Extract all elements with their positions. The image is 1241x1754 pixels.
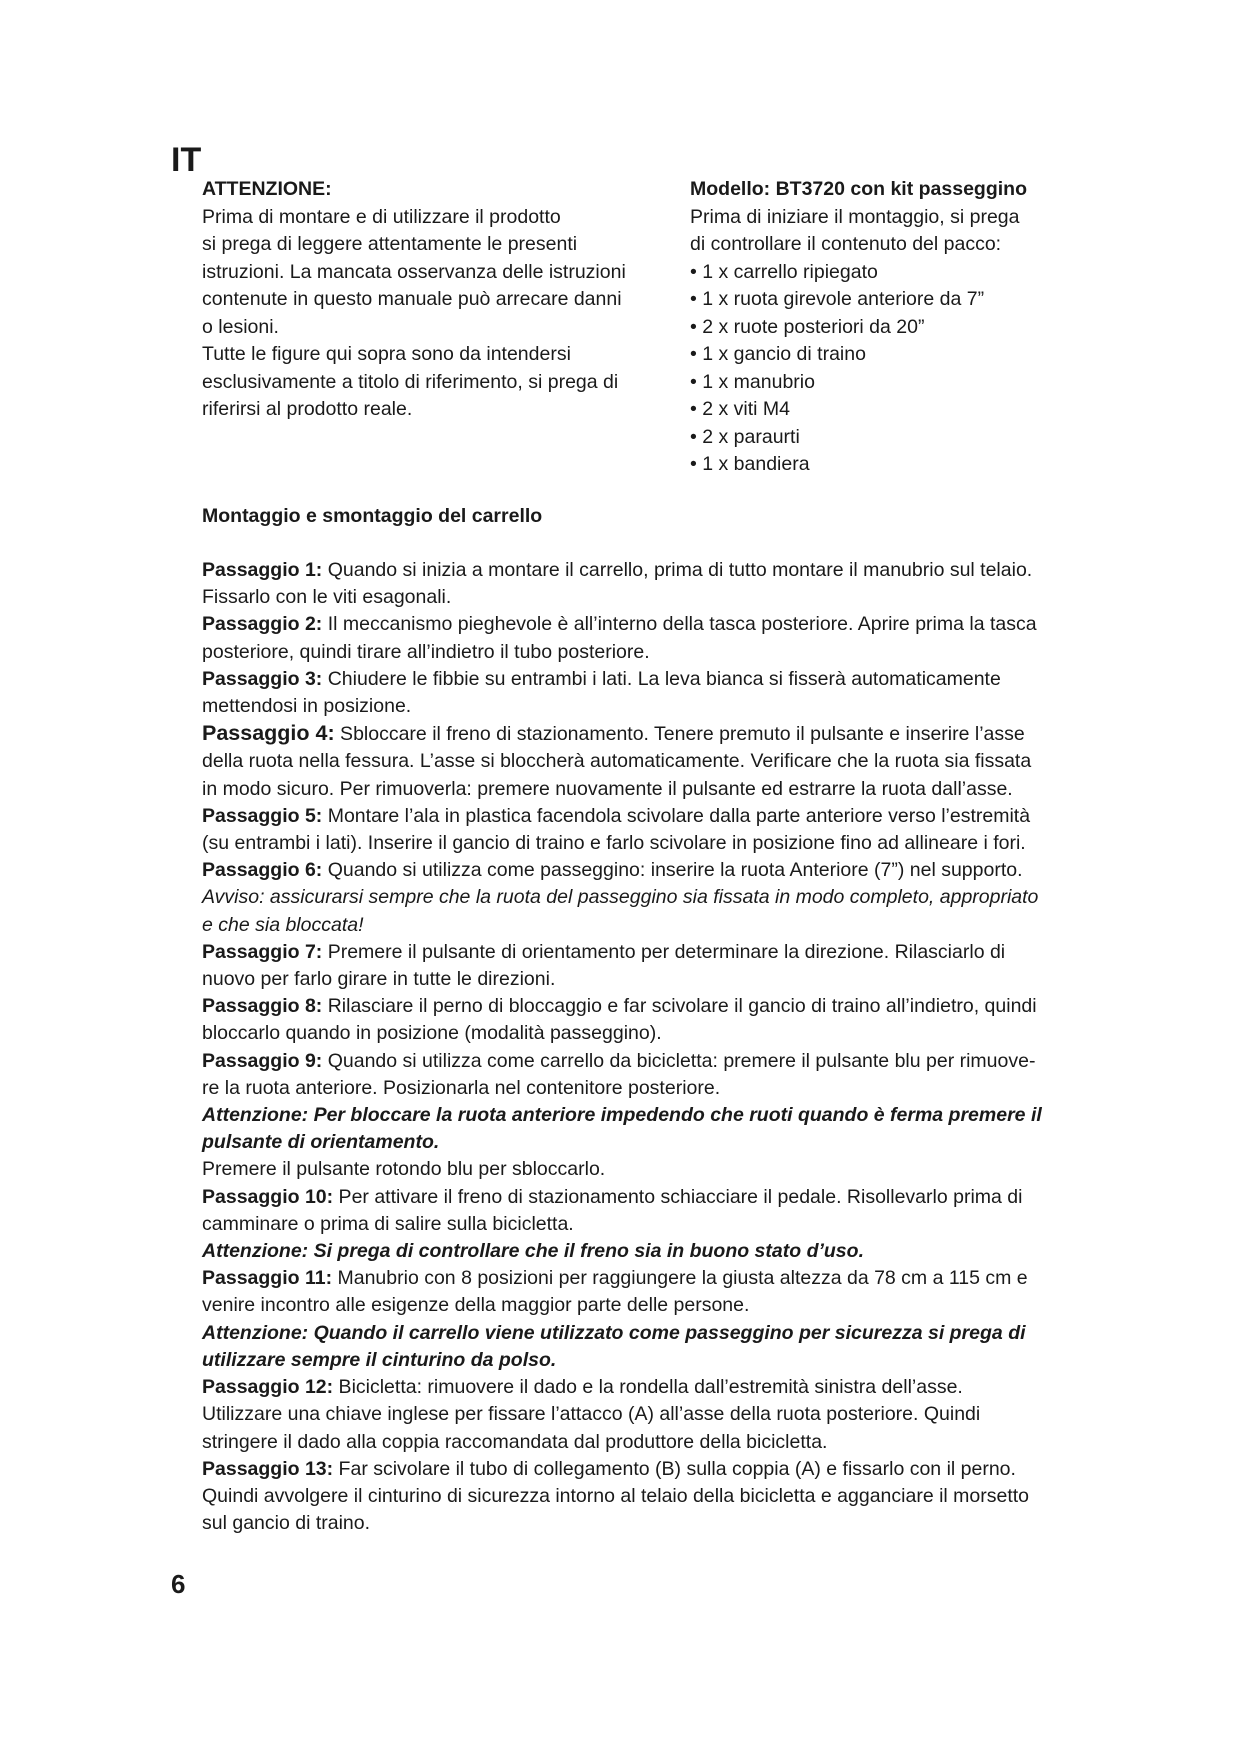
contents-item: • 2 x paraurti <box>690 424 1070 452</box>
contents-item: • 1 x gancio di traino <box>690 341 1070 369</box>
language-code: IT <box>171 141 202 179</box>
step-label: Passaggio 5: <box>202 804 323 827</box>
attention-line: riferirsi al prodotto reale. <box>202 398 413 420</box>
step-label: Passaggio 13: <box>202 1457 334 1480</box>
attention-line: si prega di leggere attentamente le presenti <box>202 233 578 255</box>
attention-line: Prima di montare e di utilizzare il prodotto <box>202 205 561 228</box>
page-number: 6 <box>171 1569 186 1599</box>
step-text: Rilasciare il perno di bloccaggio e far scivolare il gancio di traino all’indietro, quindi bloccarlo quando in posizione (modalità passeggino). <box>202 995 1037 1045</box>
contents-list <box>690 259 1070 479</box>
contents-item: • 1 x carrello ripiegato <box>690 259 1070 287</box>
step-8 <box>202 993 1044 1047</box>
step-text: Quando si utilizza come carrello da bicicletta: premere il pulsante blu per rimuove-re la ruota anteriore. Posizionarla nel contenitore posteriore. <box>202 1049 1036 1099</box>
attention-line: esclusivamente a titolo di riferimento, si prega di <box>202 370 619 393</box>
contents-item: • 1 x manubrio <box>690 369 1070 397</box>
contents-item: • 2 x ruote posteriori da 20” <box>690 314 1070 342</box>
step-label: Passaggio 1: <box>202 559 323 581</box>
step-label: Passaggio 8: <box>202 995 323 1018</box>
step-11-warning: Attenzione: Quando il carrello viene utilizzato come passeggino per sicurezza si prega di utilizzare sempre il cinturino da polso. <box>202 1321 1026 1371</box>
step-5 <box>202 803 1044 857</box>
contents-item: • 2 x viti M4 <box>690 396 1070 424</box>
step-12 <box>202 1374 1044 1456</box>
model-intro-line: Prima di iniziare il montaggio, si prega <box>690 205 1020 228</box>
step-9 <box>202 1048 1044 1102</box>
contents-item: • 1 x bandiera <box>690 451 1070 479</box>
step-text: Montare l’ala in plastica facendola scivolare dalla parte anteriore verso l’estremità (su entrambi i lati). Inserire il gancio di traino e farlo scivolare in posizione fino ad allineare i fori. <box>202 804 1031 855</box>
step-3 <box>202 666 1044 720</box>
step-text: Sbloccare il freno di stazionamento. Tenere premuto il pulsante e inserire l’asse della ruota nella fessura. L’asse si bloccherà automaticamente. Verificare che la ruota sia fissata in modo sicuro. Per rimuoverla: premere nuovamente il pulsante ed estrarre la ruota dall’asse. <box>202 723 1032 800</box>
step-9-warning: Attenzione: Per bloccare la ruota anteriore impedendo che ruoti quando è ferma premere il pulsante di orientamento. <box>202 1104 1042 1154</box>
step-4 <box>202 720 1044 803</box>
step-10 <box>202 1184 1044 1238</box>
step-text: Far scivolare il tubo di collegamento (B) sulla coppia (A) e fissarlo con il perno. Quindi avvolgere il cinturino di sicurezza intorno al telaio della bicicletta e agganciare il morsetto sul gancio di traino. <box>202 1457 1030 1535</box>
section-title: Montaggio e smontaggio del carrello <box>202 505 543 527</box>
step-1 <box>202 557 1044 611</box>
step-label: Passaggio 10: <box>202 1185 334 1208</box>
step-text: Chiudere le fibbie su entrambi i lati. La leva bianca si fisserà automaticamente mettendosi in posizione. <box>202 667 1001 718</box>
step-13 <box>202 1456 1044 1538</box>
model-intro-line: di controllare il contenuto del pacco: <box>690 233 1002 255</box>
step-6 <box>202 857 1044 884</box>
step-label: Passaggio 7: <box>202 940 323 963</box>
step-2 <box>202 611 1044 665</box>
model-heading: Modello: BT3720 con kit passeggino <box>690 178 1027 200</box>
step-text: Per attivare il freno di stazionamento schiacciare il pedale. Risollevarlo prima di camminare o prima di salire sulla bicicletta. <box>202 1185 1023 1235</box>
attention-line: contenute in questo manuale può arrecare danni <box>202 288 622 310</box>
step-text: Il meccanismo pieghevole è all’interno della tasca posteriore. Aprire prima la tasca posteriore, quindi tirare all’indietro il tubo posteriore. <box>202 613 1037 663</box>
step-text: Premere il pulsante di orientamento per determinare la direzione. Rilasciarlo di nuovo per farlo girare in tutte le direzioni. <box>202 940 1006 991</box>
step-6-notice: Avviso: assicurarsi sempre che la ruota del passeggino sia fissata in modo completo, appropriato e che sia bloccata! <box>202 886 1039 936</box>
contents-item: • 1 x ruota girevole anteriore da 7” <box>690 286 1070 314</box>
step-label: Passaggio 12: <box>202 1376 334 1399</box>
attention-line: o lesioni. <box>202 315 279 338</box>
step-text: Manubrio con 8 posizioni per raggiungere la giusta altezza da 78 cm a 115 cm e venire incontro alle esigenze della maggior parte delle persone. <box>202 1267 1028 1317</box>
step-9-unlock-note: Premere il pulsante rotondo blu per sbloccarlo. <box>202 1158 606 1181</box>
step-text: Quando si utilizza come passeggino: inserire la ruota Anteriore (7”) nel supporto. <box>322 859 1023 882</box>
step-7 <box>202 939 1044 993</box>
step-10-warning: Attenzione: Si prega di controllare che il freno sia in buono stato d’uso. <box>202 1240 864 1263</box>
assembly-steps <box>202 557 1044 1537</box>
step-11 <box>202 1265 1044 1319</box>
attention-heading: ATTENZIONE: <box>202 178 332 200</box>
step-text: Quando si inizia a montare il carrello, prima di tutto montare il manubrio sul telaio. Fissarlo con le viti esagonali. <box>202 559 1033 609</box>
step-label: Passaggio 4: <box>202 721 335 746</box>
step-text: Bicicletta: rimuovere il dado e la rondella dall’estremità sinistra dell’asse. Utilizzare una chiave inglese per fissare l’attacco (A) all’asse della ruota posteriore. Quindi stringere il dado alla coppia raccomandata dal produttore della bicicletta. <box>202 1376 981 1453</box>
attention-line: Tutte le figure qui sopra sono da intendersi <box>202 343 571 365</box>
step-label: Passaggio 9: <box>202 1049 323 1072</box>
step-label: Passaggio 6: <box>202 859 323 882</box>
attention-block <box>202 176 662 424</box>
step-label: Passaggio 2: <box>202 613 323 636</box>
step-label: Passaggio 3: <box>202 667 323 690</box>
step-label: Passaggio 11: <box>202 1267 333 1290</box>
attention-line: istruzioni. La mancata osservanza delle istruzioni <box>202 260 626 283</box>
package-contents-block <box>690 176 1070 479</box>
